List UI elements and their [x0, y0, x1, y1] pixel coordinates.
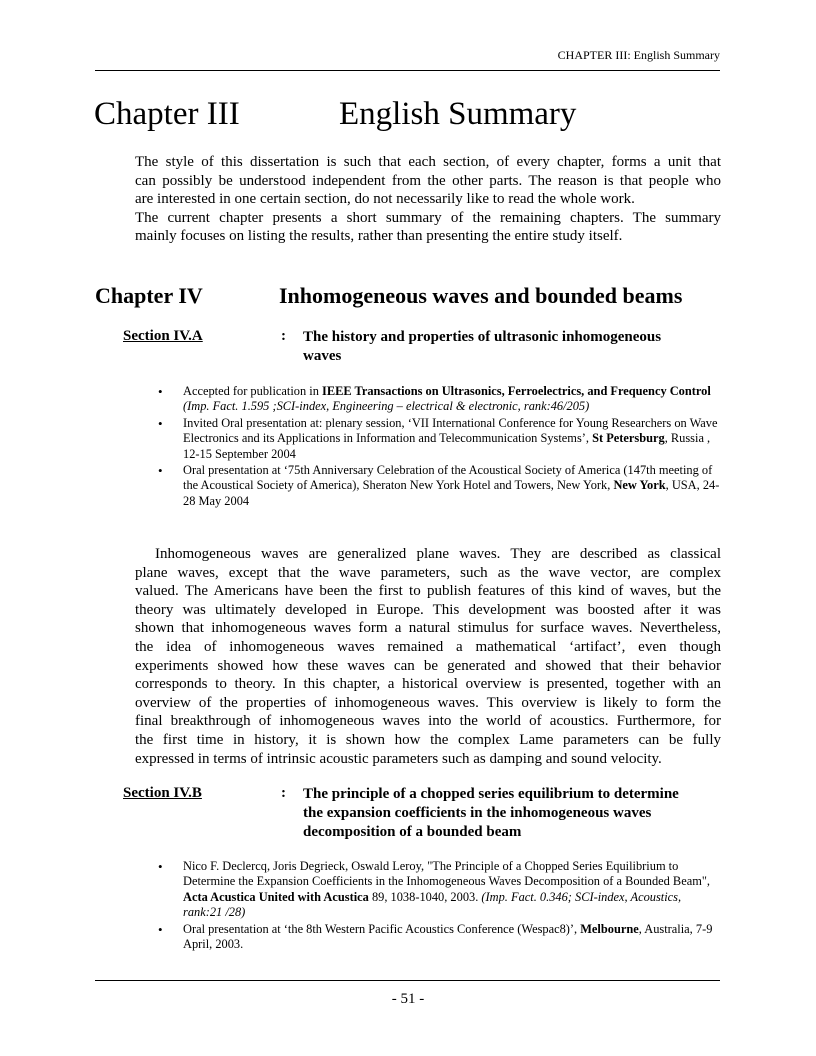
intro-line: The current chapter presents a short summary of the remaining chapters. The summary [135, 209, 721, 226]
summary-line: expressed in terms of intrinsic acoustic parameters such as damping and sound velocity. [135, 750, 662, 767]
section-a-colon: : [281, 328, 286, 344]
section-a-label: Section IV.A [123, 328, 203, 344]
publication-item: • Invited Oral presentation at: plenary session, ‘VII International Conference for Young Researchers on Wave Electronics and its Applications in Information and Telecommunication Systems’, St Petersburg, Russia , 12-15 September 2004 [158, 416, 723, 462]
chapter-number: Chapter III [94, 96, 240, 132]
publication-item: • Accepted for publication in IEEE Transactions on Ultrasonics, Ferroelectrics, and Frequency Control (Imp. Fact. 1.595 ;SCI-index, Engineering – electrical & electronic, rank:46/205) [158, 384, 723, 415]
footer-rule [95, 980, 720, 981]
section-b-colon: : [281, 785, 286, 801]
publication-item: • Oral presentation at ‘75th Anniversary Celebration of the Acoustical Society of America (147th meeting of the Acoustical Society of America), Sheraton New York Hotel and Towers, New York, New York, USA, 24-28 May 2004 [158, 463, 723, 509]
section-a-title [303, 328, 723, 366]
running-head: CHAPTER III: English Summary [557, 48, 720, 62]
summary-line: shown that inhomogeneous waves form a natural stimulus for surface waves. Nevertheless, [135, 620, 721, 637]
intro-line: mainly focuses on listing the results, rather than presenting the entire study itself. [135, 228, 623, 245]
section-b-label: Section IV.B [123, 785, 202, 801]
summary-line: experiments showed how these waves can be generated and showed that their behavior [135, 657, 721, 674]
summary-line: theory was ultimately developed in Europe. This development was boosted after it was [135, 601, 721, 618]
section-b-publications [158, 859, 723, 953]
summary-line: Inhomogeneous waves are generalized plane waves. They are described as classical [155, 546, 721, 562]
chapter-title: English Summary [339, 96, 577, 132]
section-b-title-line: decomposition of a bounded beam [303, 824, 522, 840]
summary-line: the first time in history, it is shown how the complex Lame parameters can be fully [135, 731, 721, 748]
section-a-publications [158, 384, 723, 510]
subchapter-number: Chapter IV [95, 283, 203, 308]
section-b-title-line: the expansion coefficients in the inhomogeneous waves [303, 805, 652, 821]
section-a-title-line: The history and properties of ultrasonic inhomogeneous [303, 329, 662, 345]
summary-line: the idea of inhomogeneous waves remained a mathematical ‘artifact’, even though [135, 638, 721, 655]
summary-line: valued. The Americans have been the first to publish features of this kind of waves, but the [135, 583, 721, 600]
summary-line: overview of the properties of inhomogeneous waves. This overview is likely to form the [135, 694, 721, 711]
section-a-summary [135, 545, 721, 768]
subchapter-title: Inhomogeneous waves and bounded beams [279, 283, 683, 308]
publication-item: • Nico F. Declercq, Joris Degrieck, Oswald Leroy, "The Principle of a Chopped Series Equilibrium to Determine the Expansion Coefficients in the Inhomogeneous Waves Decomposition of a Bounded Beam", Acta Acustica United with Acustica 89, 1038-1040, 2003. (Imp. Fact. 0.346; SCI-index, Acoustics, rank:21 /28) [158, 859, 723, 921]
intro-line: can possibly be understood independent from the other parts. The reason is that people who [135, 172, 721, 189]
section-b-title [303, 785, 723, 842]
page-number: - 51 - [391, 991, 425, 1007]
summary-line: plane waves, except that the wave parameters, such as the wave vector, are complex [135, 564, 721, 581]
section-b-title-line: The principle of a chopped series equilibrium to determine [303, 786, 679, 802]
intro-line: The style of this dissertation is such that each section, of every chapter, forms a unit that [135, 154, 721, 170]
intro-paragraph [135, 153, 721, 246]
section-a-title-line: waves [303, 348, 342, 364]
publication-item: • Oral presentation at ‘the 8th Western Pacific Acoustics Conference (Wespac8)’, Melbourne, Australia, 7-9 April, 2003. [158, 922, 723, 953]
summary-line: corresponds to theory. In this chapter, a historical overview is presented, together with an [135, 676, 721, 693]
header-rule [95, 70, 720, 71]
summary-line: final breakthrough of inhomogeneous waves into the world of acoustics. Furthermore, for [135, 713, 721, 730]
intro-line: are interested in one certain section, do not necessarily like to read the whole work. [135, 191, 635, 208]
